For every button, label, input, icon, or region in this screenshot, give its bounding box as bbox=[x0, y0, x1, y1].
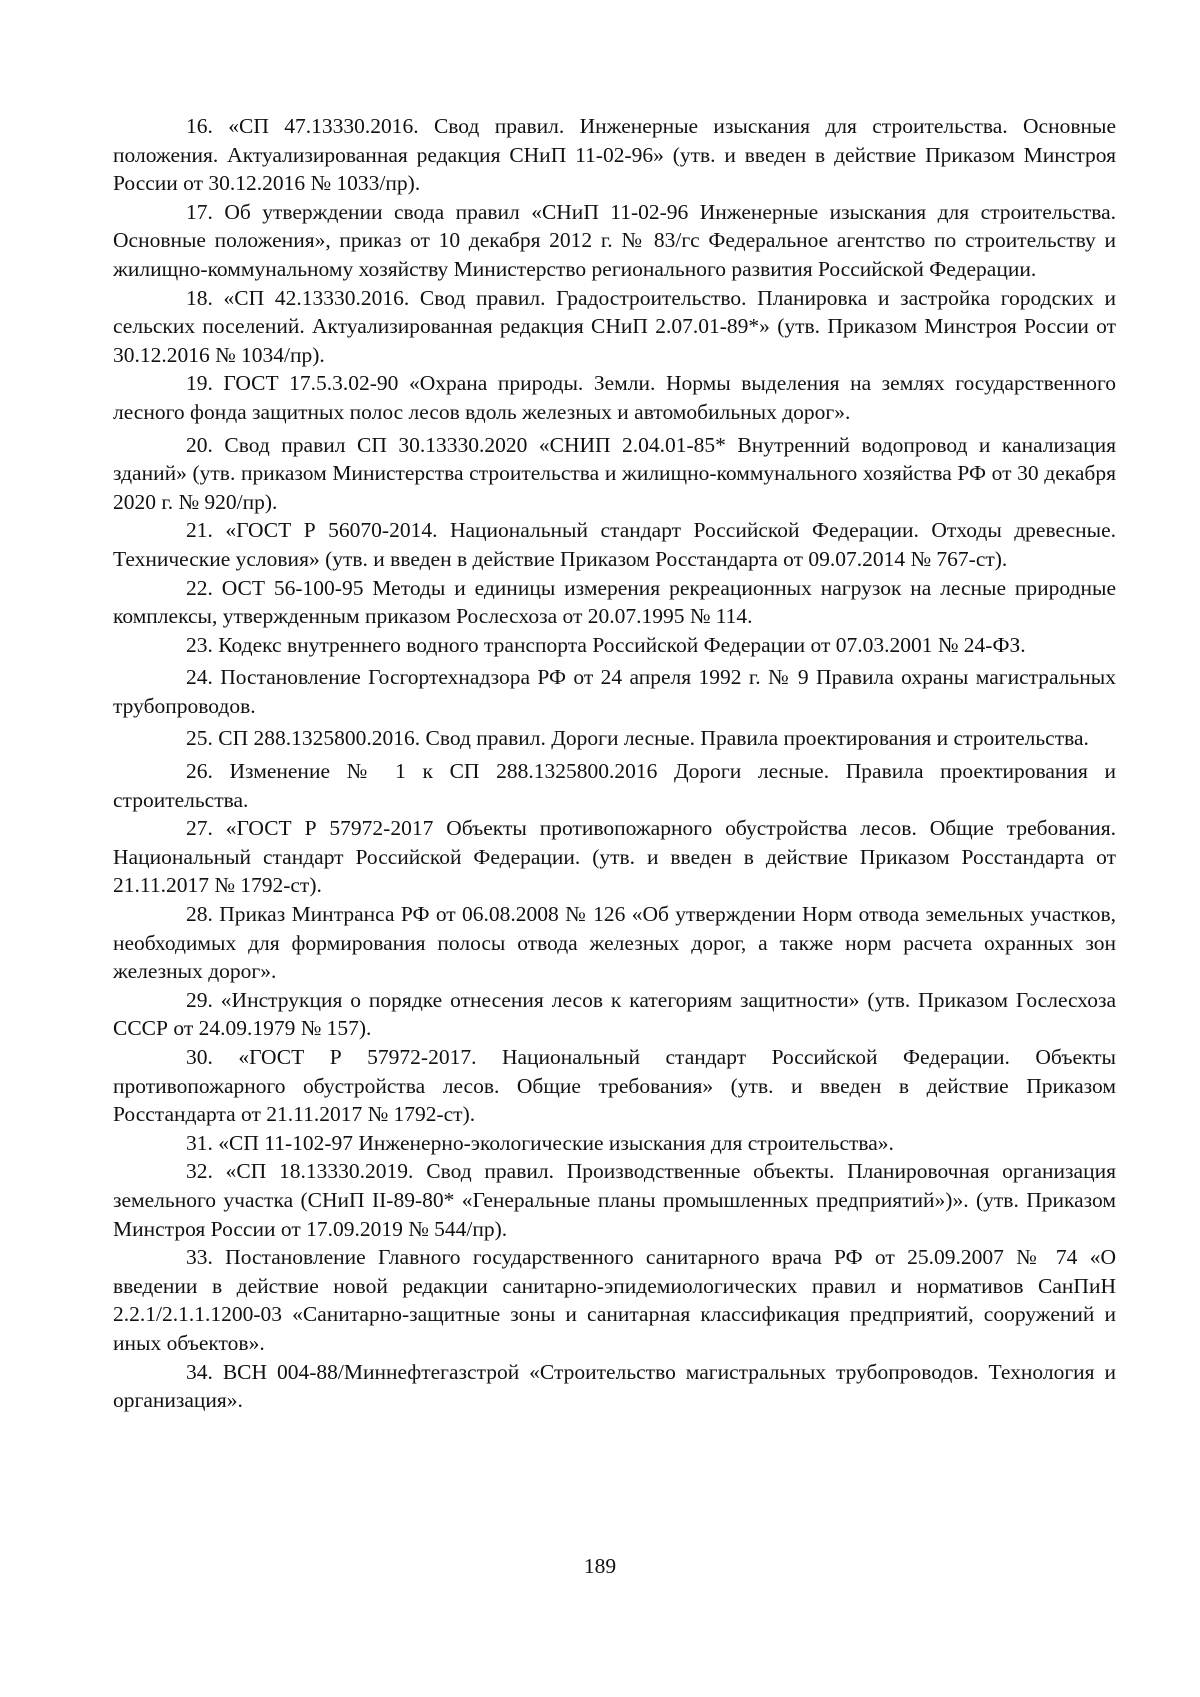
list-item: 32. «СП 18.13330.2019. Свод правил. Производственные объекты. Планировочная организация земельного участка (СНиП II-89-80* «Генеральные планы промышленных предприятий»)». (утв. Приказом Минстроя России от 17.09.2019 № 544/пр). bbox=[113, 1159, 1116, 1241]
list-item: 26. Изменение № 1 к СП 288.1325800.2016 Дороги лесные. Правила проектирования и строительства. bbox=[113, 759, 1116, 812]
list-item: 19. ГОСТ 17.5.3.02-90 «Охрана природы. Земли. Нормы выделения на землях государственного лесного фонда защитных полос лесов вдоль железных и автомобильных дорог». bbox=[113, 371, 1116, 424]
list-item: 25. СП 288.1325800.2016. Свод правил. Дороги лесные. Правила проектирования и строительства. bbox=[186, 726, 1089, 751]
list-item: 17. Об утверждении свода правил «СНиП 11-02-96 Инженерные изыскания для строительства. Основные положения», приказ от 10 декабря 2012 г. № 83/гс Федеральное агентство по строительству и жилищно-коммунальному хозяйству Министерство регионального развития Российской Федерации. bbox=[113, 199, 1116, 281]
list-item: 30. «ГОСТ Р 57972-2017. Национальный стандарт Российской Федерации. Объекты противопожарного обустройства лесов. Общие требования» (утв. и введен в действие Приказом Росстандарта от 21.11.2017 № 1792-ст). bbox=[113, 1045, 1116, 1127]
list-item: 16. «СП 47.13330.2016. Свод правил. Инженерные изыскания для строительства. Основные положения. Актуализированная редакция СНиП 11-02-96» (утв. и введен в действие Приказом Минстроя России от 30.12.2016 № 1033/пр). bbox=[113, 114, 1116, 196]
list-item: 21. «ГОСТ Р 56070-2014. Национальный стандарт Российской Федерации. Отходы древесные. Технические условия» (утв. и введен в действие Приказом Росстандарта от 09.07.2014 № 767-ст). bbox=[113, 518, 1116, 571]
list-item: 24. Постановление Госгортехнадзора РФ от 24 апреля 1992 г. № 9 Правила охраны магистральных трубопроводов. bbox=[113, 665, 1116, 718]
list-item: 20. Свод правил СП 30.13330.2020 «СНИП 2.04.01-85* Внутренний водопровод и канализация зданий» (утв. приказом Министерства строительства и жилищно-коммунального хозяйства РФ от 30 декабря 2020 г. № 920/пр). bbox=[113, 432, 1116, 514]
reference-list bbox=[113, 112, 1116, 1415]
list-item: 27. «ГОСТ Р 57972-2017 Объекты противопожарного обустройства лесов. Общие требования. Национальный стандарт Российской Федерации. (утв. и введен в действие Приказом Росстандарта от 21.11.2017 № 1792-ст). bbox=[113, 816, 1116, 898]
list-item: 31. «СП 11-102-97 Инженерно-экологические изыскания для строительства». bbox=[186, 1130, 894, 1155]
list-item: 18. «СП 42.13330.2016. Свод правил. Градостроительство. Планировка и застройка городских и сельских поселений. Актуализированная редакция СНиП 2.07.01-89*» (утв. Приказом Минстроя России от 30.12.2016 № 1034/пр). bbox=[113, 285, 1116, 367]
list-item: 22. ОСТ 56-100-95 Методы и единицы измерения рекреационных нагрузок на лесные природные комплексы, утвержденным приказом Рослесхоза от 20.07.1995 № 114. bbox=[113, 575, 1116, 629]
list-item: 34. ВСН 004-88/Миннефтегазстрой «Строительство магистральных трубопроводов. Технология и организация». bbox=[113, 1359, 1116, 1413]
list-item: 33. Постановление Главного государственного санитарного врача РФ от 25.09.2007 № 74 «О введении в действие новой редакции санитарно-эпидемиологических правил и нормативов СанПиН 2.2.1/2.1.1.1200-03 «Санитарно-защитные зоны и санитарная классификация предприятий, сооружений и иных объектов». bbox=[113, 1245, 1116, 1355]
list-item: 23. Кодекс внутреннего водного транспорта Российской Федерации от 07.03.2001 № 24-ФЗ. bbox=[186, 632, 1026, 657]
list-item: 29. «Инструкция о порядке отнесения лесов к категориям защитности» (утв. Приказом Гослесхоза СССР от 24.09.1979 № 157). bbox=[113, 987, 1116, 1041]
list-item: 28. Приказ Минтранса РФ от 06.08.2008 № 126 «Об утверждении Норм отвода земельных участков, необходимых для формирования полосы отвода железных дорог, а также норм расчета охранных зон железных дорог». bbox=[113, 902, 1116, 984]
page-number: 189 bbox=[583, 1554, 617, 1578]
